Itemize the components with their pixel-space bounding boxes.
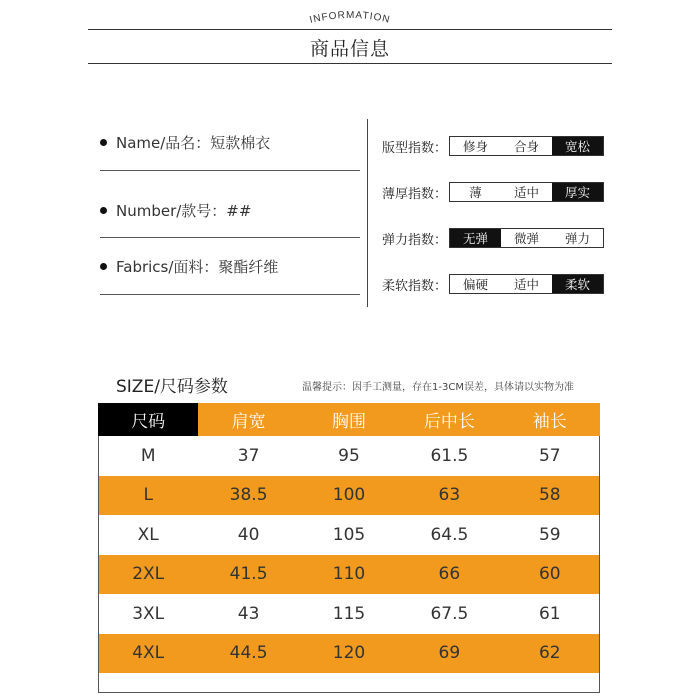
cell-size: 4XL — [98, 634, 198, 674]
product-number-row — [100, 200, 251, 221]
bullet-icon — [100, 207, 107, 214]
product-number: Number/款号：## — [116, 202, 252, 220]
size-table-header — [98, 403, 600, 436]
cell-sleeve: 57 — [500, 436, 600, 476]
index-label: 弹力指数： — [382, 233, 448, 248]
cell-size: XL — [98, 515, 198, 555]
table-row — [98, 634, 600, 674]
table-row — [98, 515, 600, 555]
svg-text:INFORMATION: INFORMATION — [308, 9, 392, 26]
product-name: Name/品名：短款棉衣 — [116, 134, 271, 152]
info-divider — [100, 170, 360, 171]
table-row — [98, 594, 600, 634]
header-sleeve: 袖长 — [500, 403, 600, 436]
index-label: 柔软指数： — [382, 279, 448, 294]
size-table — [98, 403, 600, 673]
product-fabrics-row — [100, 256, 278, 277]
cell-sleeve: 60 — [500, 555, 600, 595]
index-option: 修身 — [462, 139, 488, 154]
cell-back-length: 61.5 — [399, 436, 499, 476]
product-name-row — [100, 132, 270, 153]
cell-shoulder: 37 — [198, 436, 298, 476]
index-option: 微弹 — [513, 231, 539, 246]
index-option: 偏硬 — [462, 277, 488, 292]
index-scale — [449, 182, 604, 202]
table-left-border — [98, 436, 99, 693]
table-bottom-border — [98, 692, 600, 693]
cell-chest: 115 — [299, 594, 399, 634]
page-title: 商品信息 — [309, 38, 390, 60]
cell-chest: 100 — [299, 476, 399, 516]
cell-shoulder: 41.5 — [198, 555, 298, 595]
index-option-selected: 宽松 — [552, 137, 603, 155]
vertical-divider — [367, 119, 368, 307]
index-option: 合身 — [513, 139, 539, 154]
table-row — [98, 555, 600, 595]
product-fabrics: Fabrics/面料：聚酯纤维 — [116, 258, 279, 276]
index-label: 薄厚指数： — [382, 187, 448, 202]
cell-shoulder: 40 — [198, 515, 298, 555]
cell-shoulder: 43 — [198, 594, 298, 634]
cell-shoulder: 38.5 — [198, 476, 298, 516]
cell-size: M — [98, 436, 198, 476]
cell-sleeve: 62 — [500, 634, 600, 674]
header-size: 尺码 — [98, 403, 198, 436]
cell-chest: 105 — [299, 515, 399, 555]
info-divider — [100, 294, 360, 295]
cell-chest: 120 — [299, 634, 399, 674]
index-scale — [449, 228, 604, 248]
bullet-icon — [100, 139, 107, 146]
measurement-note: 温馨提示：因手工测量，存在1-3CM误差，具体请以实物为准 — [302, 382, 574, 393]
cell-back-length: 64.5 — [399, 515, 499, 555]
info-divider — [100, 237, 360, 238]
index-option: 适中 — [513, 277, 539, 292]
cell-sleeve: 59 — [500, 515, 600, 555]
index-scale — [449, 274, 604, 294]
information-caption — [0, 4, 700, 28]
cell-back-length: 67.5 — [399, 594, 499, 634]
index-option: 薄 — [469, 185, 482, 200]
cell-size: 2XL — [98, 555, 198, 595]
header-chest: 胸围 — [299, 403, 399, 436]
index-option-selected: 无弹 — [450, 229, 501, 247]
cell-chest: 95 — [299, 436, 399, 476]
cell-back-length: 66 — [399, 555, 499, 595]
table-row — [98, 436, 600, 476]
index-option: 适中 — [513, 185, 539, 200]
cell-chest: 110 — [299, 555, 399, 595]
header-back-length: 后中长 — [399, 403, 499, 436]
header-shoulder: 肩宽 — [198, 403, 298, 436]
index-option-selected: 柔软 — [552, 275, 603, 293]
index-scale — [449, 136, 604, 156]
index-label: 版型指数： — [382, 141, 448, 156]
index-option: 弹力 — [564, 231, 590, 246]
bullet-icon — [100, 263, 107, 270]
table-right-border — [599, 436, 600, 693]
title-top-rule — [88, 29, 612, 30]
size-section-title: SIZE/尺码参数 — [116, 377, 228, 397]
title-bottom-rule — [88, 63, 612, 64]
index-option-selected: 厚实 — [552, 183, 603, 201]
cell-back-length: 63 — [399, 476, 499, 516]
cell-shoulder: 44.5 — [198, 634, 298, 674]
cell-size: L — [98, 476, 198, 516]
cell-back-length: 69 — [399, 634, 499, 674]
table-row — [98, 476, 600, 516]
cell-size: 3XL — [98, 594, 198, 634]
cell-sleeve: 58 — [500, 476, 600, 516]
cell-sleeve: 61 — [500, 594, 600, 634]
